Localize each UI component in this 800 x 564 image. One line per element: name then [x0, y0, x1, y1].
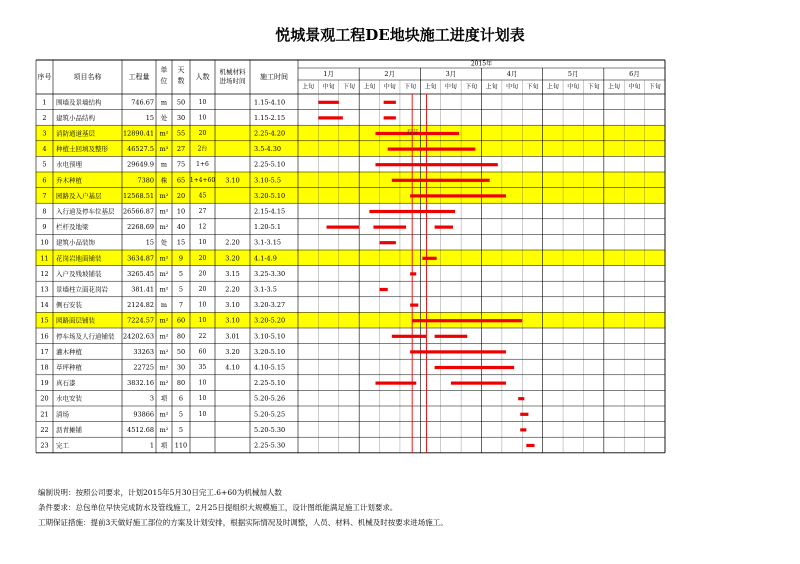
row-unit: 项: [160, 441, 168, 450]
row-no: 20: [40, 394, 49, 403]
header-period: 上旬: [608, 83, 621, 91]
row-name: 花岗岩地面铺装: [56, 254, 102, 263]
row-people: 10: [198, 301, 207, 309]
row-name: 水电预埋: [56, 160, 82, 169]
header-time: 施工时间: [260, 73, 288, 81]
row-qty: 4512.68: [127, 425, 154, 434]
row-days: 5: [178, 410, 184, 419]
row-qty: 3: [149, 394, 154, 403]
row-unit: m²: [159, 129, 169, 138]
row-machine: 3.10: [225, 176, 240, 185]
gantt-bar: [451, 382, 506, 385]
row-qty: 93866: [133, 410, 154, 419]
row-unit: m²: [159, 269, 169, 278]
row-time: 3.25-3.30: [254, 269, 286, 278]
header-month: 4月: [506, 70, 518, 78]
row-no: 13: [40, 285, 49, 294]
row-name: 沥青摊铺: [56, 425, 82, 434]
row-unit: m²: [159, 254, 169, 263]
header-month: 6月: [629, 70, 640, 78]
row-no: 1: [42, 98, 47, 107]
row-days: 50: [176, 347, 186, 356]
row-no: 23: [40, 441, 49, 450]
row-time: 2.25-5.10: [254, 379, 286, 388]
row-no: 6: [42, 176, 47, 185]
row-unit: m: [160, 301, 168, 310]
row-no: 22: [40, 425, 49, 434]
gantt-bar: [435, 226, 453, 229]
holiday-label: 春节: [406, 129, 419, 137]
row-no: 19: [40, 379, 49, 388]
row-name: 真石漆: [56, 379, 76, 388]
row-unit: 处: [160, 238, 168, 247]
row-people: 10: [198, 98, 207, 106]
row-unit: m²: [159, 425, 169, 434]
row-unit: m: [160, 98, 168, 107]
row-qty: 7380: [137, 176, 154, 185]
row-no: 8: [42, 207, 47, 216]
gantt-bar: [388, 148, 476, 151]
row-unit: m²: [159, 332, 169, 341]
row-days: 40: [176, 223, 186, 232]
row-qty: 15: [145, 113, 154, 122]
row-time: 3.1-3.15: [254, 238, 282, 247]
gantt-bar: [392, 179, 490, 182]
row-name: 完工: [56, 441, 69, 450]
row-time: 1.15-4.10: [254, 98, 286, 107]
row-time: 3.20-3.27: [254, 301, 286, 310]
row-people: 22: [198, 332, 207, 340]
row-name: 种植土回填及整形: [56, 145, 108, 154]
row-name: 景墙柱立面花岗岩: [56, 285, 108, 294]
row-people: 10: [198, 379, 207, 387]
row-qty: 1: [149, 441, 154, 450]
gantt-bar: [410, 194, 506, 197]
row-days: 50: [176, 98, 186, 107]
note-measures: 工期保证措施：提前3天做好施工部位的方案及计划安排，根据实际情况及时调整，人员、材料、机械及时按要求进场施工。: [38, 518, 448, 527]
header-month: 3月: [445, 70, 457, 78]
row-days: 30: [176, 363, 186, 372]
row-qty: 3832.16: [127, 379, 154, 388]
row-people: 27: [198, 208, 207, 215]
row-unit: m²: [159, 363, 169, 372]
header-name: 项目名称: [73, 73, 102, 81]
row-name: 围墙及景墙结构: [56, 98, 102, 107]
row-no: 15: [40, 316, 49, 325]
row-no: 10: [40, 238, 49, 247]
row-days: 30: [176, 113, 186, 122]
row-name: 侧石安装: [56, 301, 82, 310]
row-no: 3: [42, 129, 47, 138]
row-machine: 3.20: [225, 254, 240, 263]
gantt-bar: [375, 382, 416, 385]
row-qty: 22725: [133, 363, 154, 372]
header-month: 2月: [384, 70, 396, 78]
header-period: 上旬: [546, 83, 559, 91]
row-name: 停车场及人行道铺装: [56, 332, 115, 341]
header-year: 2015年: [470, 60, 493, 68]
row-people: 45: [198, 192, 207, 200]
header-period: 中旬: [506, 83, 519, 91]
row-time: 5.20-5.26: [254, 394, 286, 403]
row-no: 17: [40, 347, 49, 356]
gantt-bar: [373, 226, 406, 229]
row-machine: 2.20: [225, 285, 240, 294]
row-unit: 株: [160, 176, 168, 185]
row-time: 5.20-5.30: [254, 425, 286, 434]
header-people: 人数: [195, 73, 210, 81]
row-days: 10: [176, 207, 186, 216]
row-name: 建筑小品结构: [56, 113, 95, 122]
row-no: 21: [40, 410, 49, 419]
row-people: 20: [198, 254, 207, 262]
row-no: 11: [40, 254, 49, 263]
row-people: 10: [198, 395, 207, 403]
row-name: 入行道及停车位基层: [56, 207, 115, 216]
row-time: 2.25-4.20: [254, 129, 286, 138]
header-qty: 工程量: [128, 73, 150, 81]
row-unit: m²: [159, 285, 169, 294]
row-qty: 7224.57: [127, 316, 154, 325]
row-no: 9: [42, 223, 47, 232]
gantt-bar: [384, 101, 396, 104]
header-period: 中旬: [567, 83, 580, 91]
header-period: 上旬: [363, 83, 376, 91]
row-no: 2: [42, 113, 47, 122]
row-qty: 29649.9: [127, 160, 154, 169]
note-conditions: 条件要求：总包单位早快完成防水及管线施工，2月25日提组织大规模施工，设计图纸能满足施工计划要求。: [38, 503, 398, 512]
gantt-bar: [410, 272, 416, 275]
gantt-bar: [518, 397, 524, 400]
header-seq: 序号: [37, 73, 52, 81]
row-time: 1.15-2.15: [254, 113, 286, 122]
row-unit: m³: [159, 145, 169, 154]
row-unit: m²: [159, 191, 169, 200]
row-time: 3.5-4.30: [254, 145, 282, 154]
row-name: 清场: [56, 410, 69, 419]
header-days-cont: 数: [177, 77, 185, 85]
row-qty: 746.67: [131, 98, 154, 107]
row-people: 1+4+60: [189, 176, 216, 184]
header-period: 下旬: [526, 83, 539, 91]
header-period: 下旬: [587, 83, 600, 91]
row-name: 灌木种植: [56, 347, 82, 356]
gantt-bar: [435, 335, 468, 338]
row-days: 15: [176, 238, 186, 247]
row-qty: 15: [145, 238, 154, 247]
row-machine: 3.10: [225, 316, 240, 325]
row-unit: m²: [159, 379, 169, 388]
header-period: 下旬: [342, 83, 355, 91]
row-unit: m²: [159, 207, 169, 216]
row-unit: 处: [160, 113, 168, 122]
row-qty: 3265.45: [127, 269, 154, 278]
row-time: 3.1-3.5: [254, 285, 277, 294]
header-month: 1月: [323, 70, 334, 78]
row-days: 5: [178, 269, 184, 278]
gantt-bar: [410, 350, 506, 353]
row-days: 75: [176, 160, 186, 169]
row-unit: m²: [159, 223, 169, 232]
row-days: 5: [178, 285, 184, 294]
row-time: 3.20-5.20: [254, 316, 286, 325]
gantt-bar: [380, 288, 388, 291]
row-days: 55: [176, 129, 186, 138]
page-title: 悦城景观工程DE地块施工进度计划表: [275, 26, 525, 44]
gantt-bar: [318, 116, 342, 119]
header-period: 中旬: [444, 83, 457, 91]
row-unit: m²: [159, 347, 169, 356]
header-period: 下旬: [648, 83, 661, 91]
row-unit: m: [160, 160, 168, 169]
row-name: 栏杆及地梁: [56, 223, 89, 232]
header-unit: 单: [160, 66, 168, 74]
row-no: 18: [40, 363, 49, 372]
row-machine: 4.10: [225, 363, 240, 372]
row-people: 20: [198, 130, 207, 137]
header-machine: 机械材料: [219, 68, 246, 76]
row-days: 6: [178, 394, 184, 403]
gantt-bar: [392, 335, 427, 338]
row-qty: 12890.41: [122, 129, 154, 138]
row-unit: m²: [159, 410, 169, 419]
row-people: 20: [198, 286, 207, 293]
row-days: 80: [176, 332, 186, 341]
row-time: 5.20-5.25: [254, 410, 286, 419]
row-no: 5: [42, 160, 47, 169]
row-qty: 3634.87: [127, 254, 154, 263]
header-period: 下旬: [404, 83, 417, 91]
row-people: 60: [198, 348, 207, 356]
gantt-bar: [520, 413, 528, 416]
header-days: 天: [177, 66, 185, 74]
row-time: 3.10-5.10: [254, 332, 286, 341]
row-time: 2.25-5.30: [254, 441, 286, 450]
row-qty: 12568.51: [122, 191, 154, 200]
row-no: 7: [42, 191, 47, 200]
row-time: 3.20-5.10: [254, 191, 286, 200]
gantt-bar: [327, 226, 360, 229]
row-time: 3.20-5.10: [254, 347, 286, 356]
row-name: 消防通道基层: [56, 129, 95, 138]
gantt-bar: [520, 428, 526, 431]
header-period: 上旬: [424, 83, 437, 91]
gantt-bar: [422, 257, 436, 260]
header-period: 下旬: [465, 83, 478, 91]
row-machine: 3.10: [225, 301, 240, 310]
row-time: 3.10-5.5: [254, 176, 282, 185]
row-days: 27: [176, 145, 186, 154]
row-days: 110: [174, 441, 188, 450]
row-days: 9: [178, 254, 184, 263]
row-qty: 24202.63: [122, 332, 154, 341]
row-people: 10: [198, 410, 207, 418]
row-days: 7: [178, 301, 184, 310]
row-name: 乔木种植: [56, 176, 82, 185]
row-machine: 3.20: [225, 347, 240, 356]
row-no: 4: [42, 145, 47, 154]
row-qty: 2124.82: [127, 301, 154, 310]
row-time: 4.10-5.15: [254, 363, 286, 372]
row-no: 12: [40, 269, 49, 278]
row-name: 园路及入户基层: [56, 191, 102, 200]
gantt-bar: [435, 366, 515, 369]
row-days: 65: [176, 176, 186, 185]
row-time: 4.1-4.9: [254, 254, 277, 263]
row-machine: 2.20: [225, 238, 240, 247]
row-time: 2.15-4.15: [254, 207, 286, 216]
row-people: 10: [198, 239, 207, 247]
row-unit: 项: [160, 394, 168, 403]
gantt-bar: [526, 444, 534, 447]
note-compile: 编制说明：按照公司要求，计划2015年5月30日完工.6+60为机械加人数: [38, 488, 282, 497]
gantt-bar: [375, 163, 497, 166]
header-period: 中旬: [322, 83, 335, 91]
row-people: 10: [198, 114, 207, 122]
row-unit: m²: [159, 316, 169, 325]
row-people: 35: [198, 364, 207, 371]
row-people: 10: [198, 317, 207, 325]
row-name: 草坪种植: [56, 363, 82, 372]
header-period: 上旬: [302, 83, 315, 91]
row-qty: 26566.87: [122, 207, 154, 216]
row-qty: 33263: [133, 347, 154, 356]
row-machine: 3.01: [225, 332, 240, 341]
row-name: 园路面层铺装: [56, 316, 95, 325]
header-period: 上旬: [485, 83, 498, 91]
row-time: 1.20-5.1: [254, 223, 282, 232]
row-name: 建筑小品装饰: [56, 238, 95, 247]
header-period: 中旬: [628, 83, 641, 91]
row-name: 入户及残坡铺装: [56, 269, 102, 278]
header-machine-cont: 进场时间: [219, 77, 246, 85]
row-no: 16: [40, 332, 49, 341]
row-days: 20: [176, 191, 186, 200]
row-days: 60: [176, 316, 186, 325]
gantt-bar: [410, 304, 418, 307]
header-unit-cont: 位: [160, 77, 168, 85]
row-qty: 46527.5: [127, 145, 154, 154]
gantt-bar: [412, 319, 522, 322]
row-highlight: [36, 172, 665, 188]
row-qty: 2268.69: [127, 223, 154, 232]
row-people: 12: [198, 223, 207, 231]
row-qty: 381.41: [131, 285, 154, 294]
row-time: 2.25-5.10: [254, 160, 286, 169]
row-people: 2台: [197, 145, 208, 153]
row-people: 20: [198, 270, 207, 278]
gantt-bar: [318, 101, 338, 104]
header-period: 中旬: [383, 83, 396, 91]
row-days: 5: [178, 425, 184, 434]
row-machine: 3.15: [225, 269, 240, 278]
row-people: 1+6: [196, 161, 209, 169]
row-name: 水电安装: [56, 394, 82, 403]
gantt-bar: [384, 116, 396, 119]
header-month: 5月: [567, 70, 579, 78]
row-no: 14: [40, 301, 49, 310]
gantt-bar: [380, 241, 396, 244]
row-days: 80: [176, 379, 186, 388]
